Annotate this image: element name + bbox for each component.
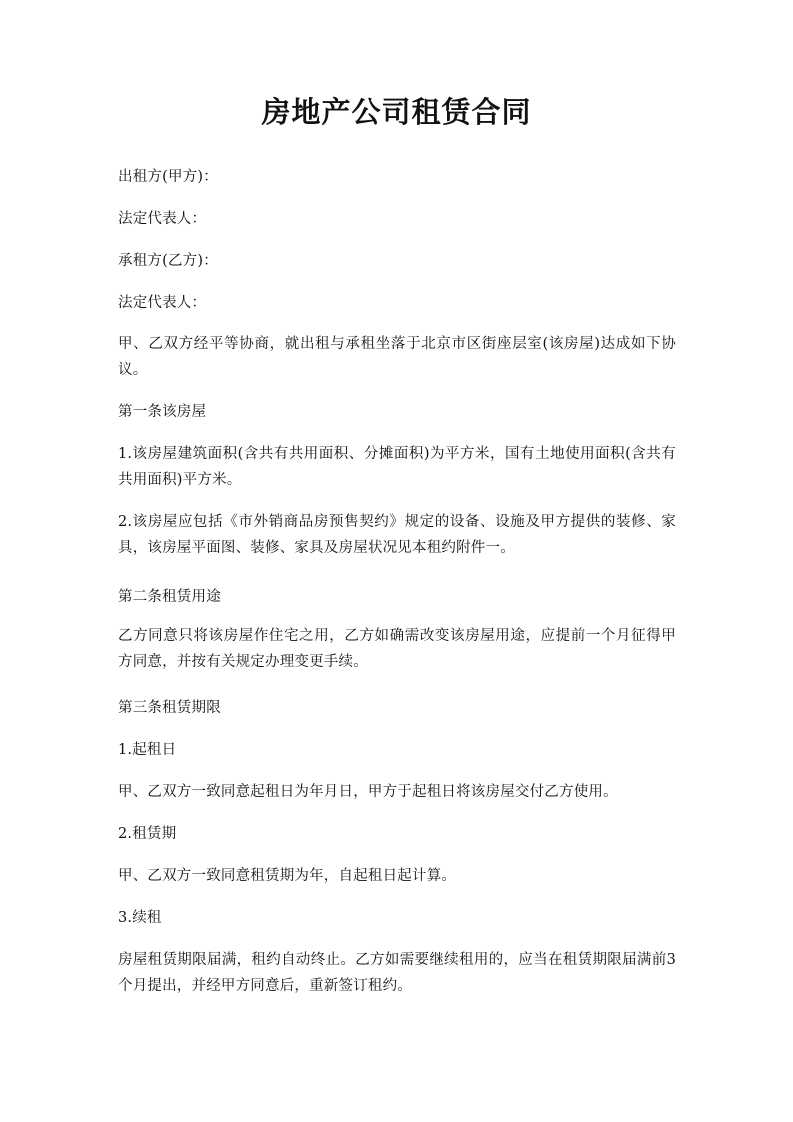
- article-3-body-1: 甲、乙双方一致同意起租日为年月日，甲方于起租日将该房屋交付乙方使用。: [118, 784, 618, 800]
- lessee-representative: 法定代表人：: [118, 295, 207, 311]
- article-1-clause-1: 1.该房屋建筑面积(含共有共用面积、分摊面积)为平方米，国有土地使用面积(含共有共用面积)平方米。: [118, 446, 676, 488]
- article-3-body-3: 房屋租赁期限届满，租约自动终止。乙方如需要继续租用的，应当在租赁期限届满前3个月提出，并经甲方同意后，重新签订租约。: [118, 952, 676, 994]
- article-3-subheading-3: 3.续租: [118, 910, 162, 926]
- lessor-representative: 法定代表人：: [118, 211, 207, 227]
- article-2-heading: 第二条租赁用途: [118, 589, 221, 605]
- article-3-body-2: 甲、乙双方一致同意租赁期为年，自起租日起计算。: [118, 868, 457, 884]
- preamble-paragraph: 甲、乙双方经平等协商，就出租与承租坐落于北京市区街座层室(该房屋)达成如下协议。: [118, 336, 676, 378]
- lessor-party: 出租方(甲方)：: [118, 169, 218, 185]
- article-1-heading: 第一条该房屋: [118, 404, 207, 420]
- lessee-party: 承租方(乙方)：: [118, 253, 218, 269]
- article-3-subheading-1: 1.起租日: [118, 742, 177, 758]
- document-title: 房地产公司租赁合同: [261, 95, 532, 129]
- article-3-subheading-2: 2.租赁期: [118, 826, 177, 842]
- article-2-body: 乙方同意只将该房屋作住宅之用，乙方如确需改变该房屋用途，应提前一个月征得甲方同意，并按有关规定办理变更手续。: [118, 628, 676, 670]
- article-1-clause-2: 2.该房屋应包括《市外销商品房预售契约》规定的设备、设施及甲方提供的装修、家具，该房屋平面图、装修、家具及房屋状况见本租约附件一。: [118, 514, 676, 556]
- article-3-heading: 第三条租赁期限: [118, 700, 221, 716]
